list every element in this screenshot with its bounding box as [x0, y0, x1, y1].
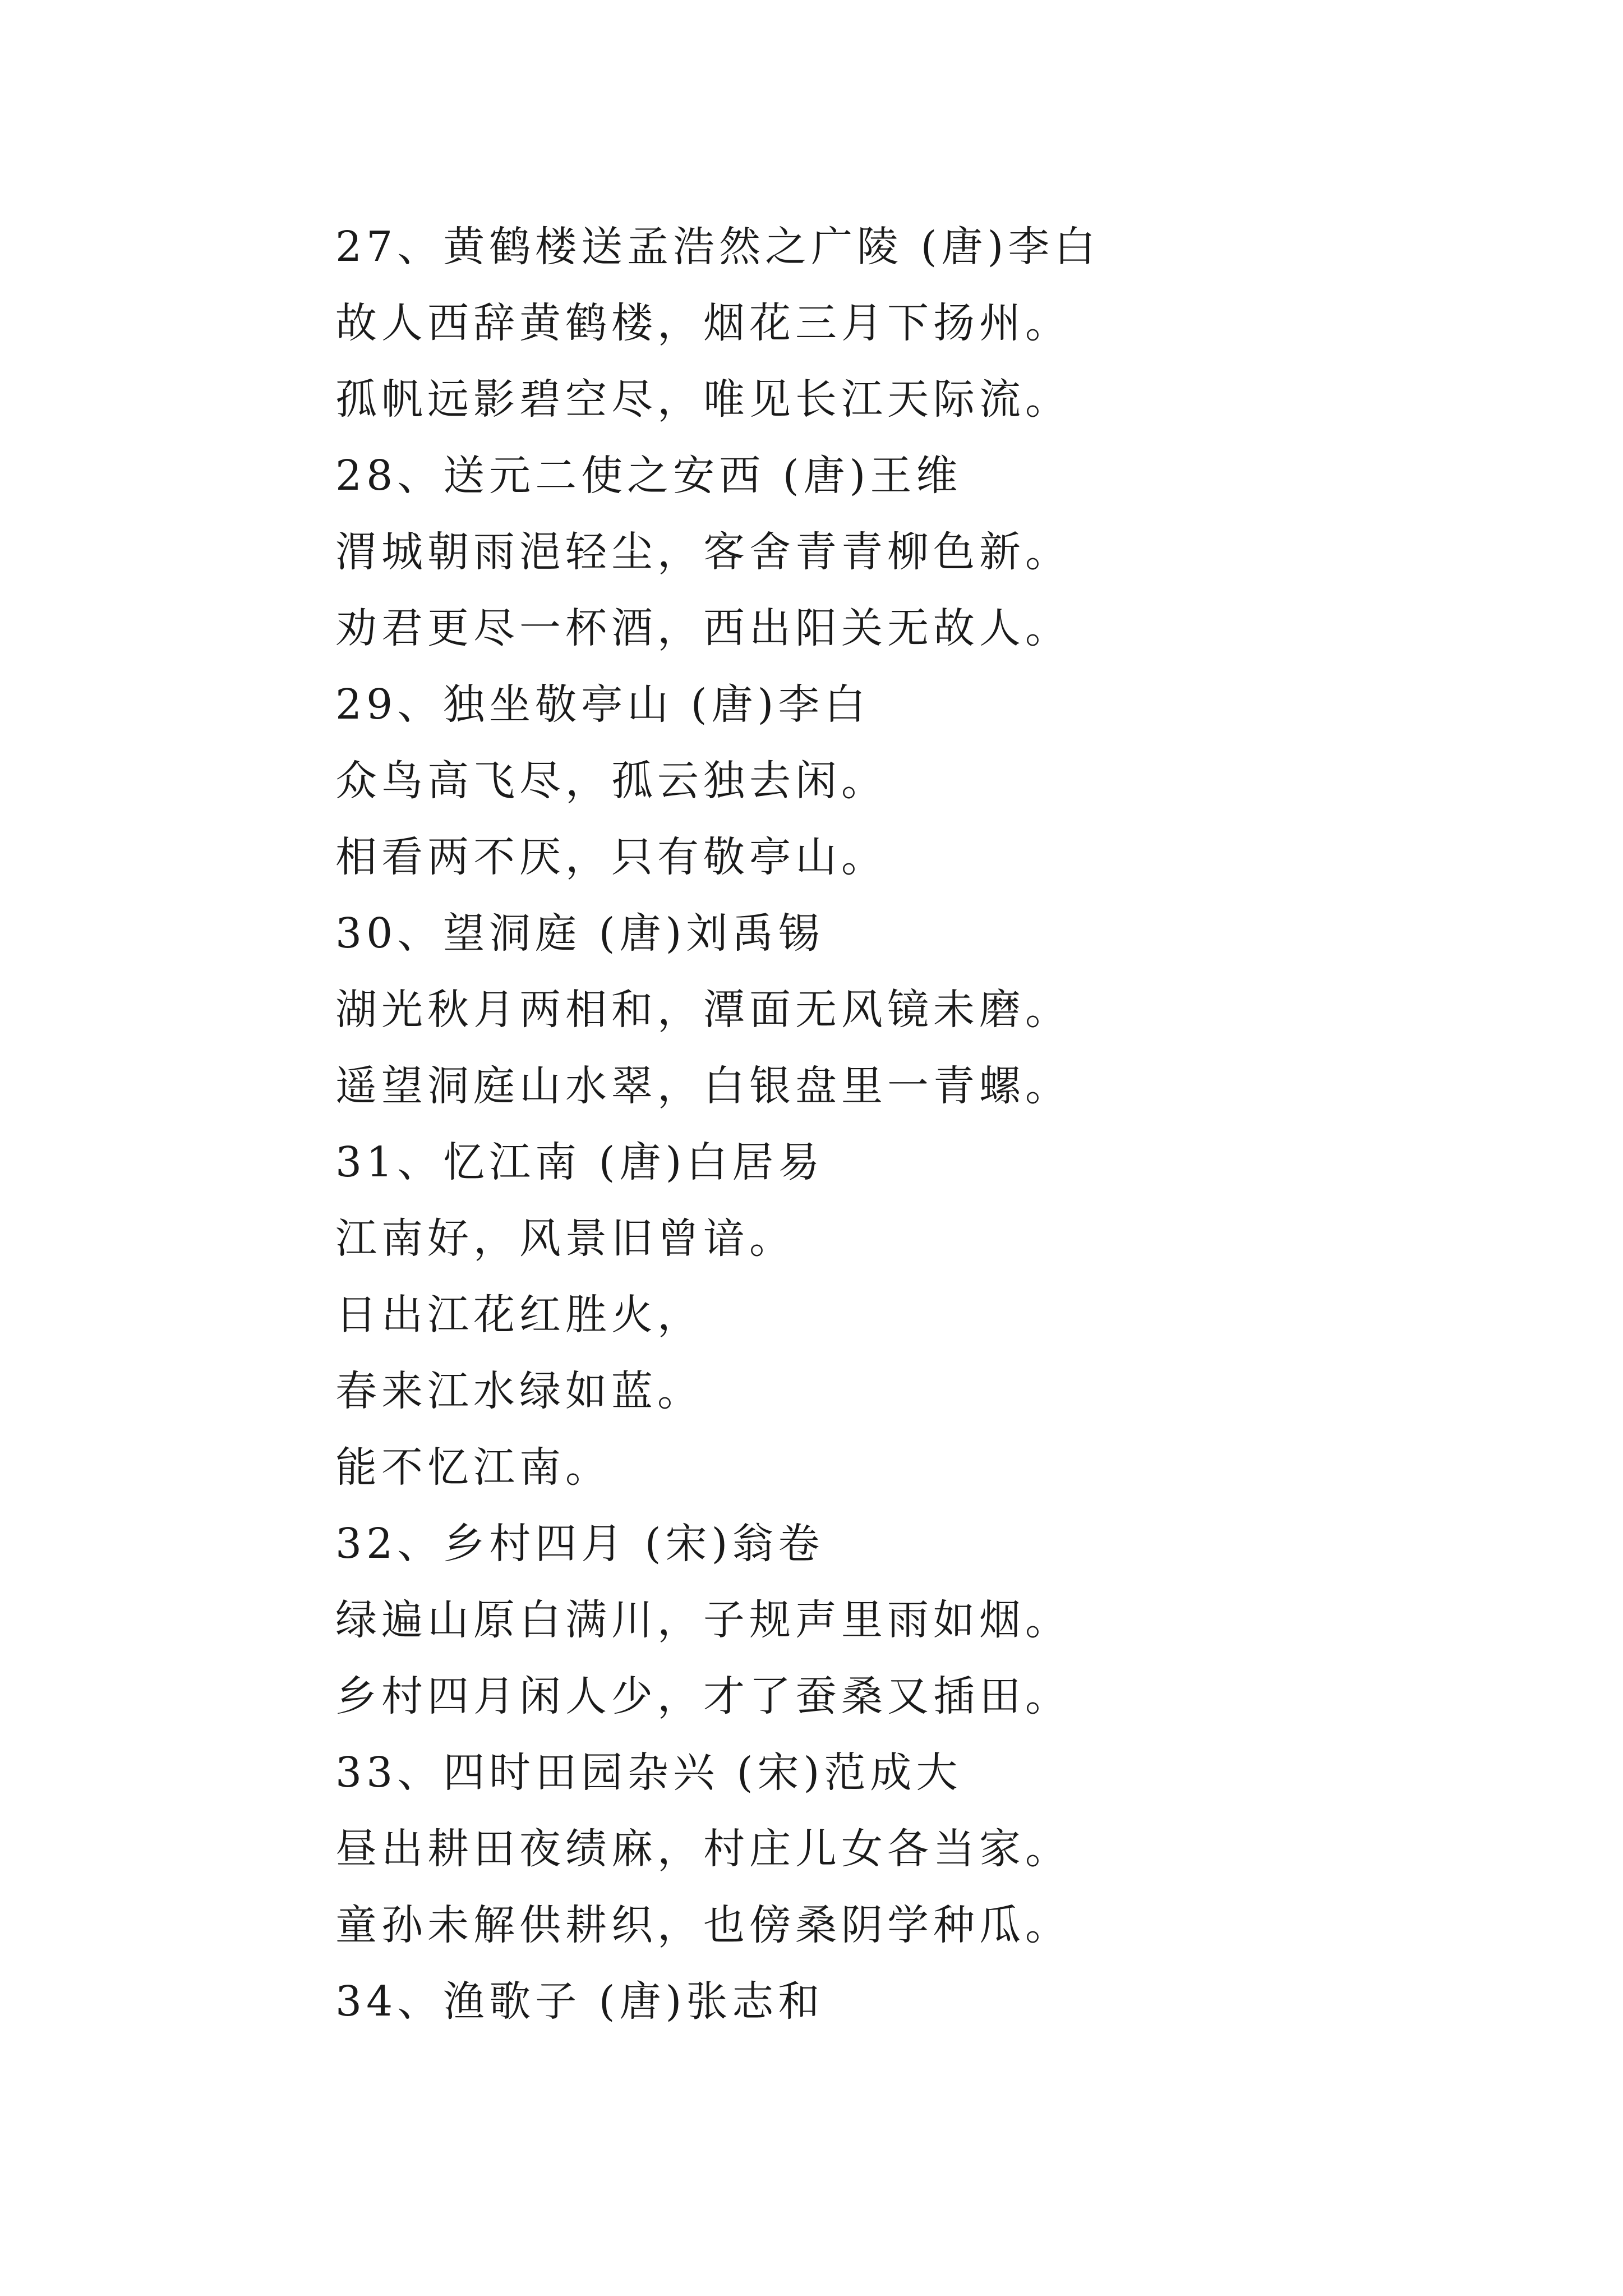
poem-verse-line: 童孙未解供耕织，也傍桑阴学种瓜。: [335, 1901, 1071, 1949]
poem-verse-line: 劝君更尽一杯酒，西出阳关无故人。: [335, 604, 1071, 652]
poem-verse-line: 遥望洞庭山水翠，白银盘里一青螺。: [335, 1062, 1071, 1110]
poem-verse-line: 孤帆远影碧空尽，唯见长江天际流。: [335, 375, 1071, 424]
poem-title-33: 33、四时田园杂兴 (宋)范成大: [335, 1749, 962, 1797]
poem-title-34: 34、渔歌子 (唐)张志和: [335, 1977, 824, 2026]
poem-list: [335, 209, 1569, 2040]
poem-verse-line: 相看两不厌，只有敬亭山。: [335, 833, 887, 881]
poem-verse-line: 众鸟高飞尽，孤云独去闲。: [335, 757, 887, 805]
poem-verse-line: 昼出耕田夜绩麻，村庄儿女各当家。: [335, 1825, 1071, 1873]
poem-verse-line: 湖光秋月两相和，潭面无风镜未磨。: [335, 986, 1071, 1034]
poem-verse-line: 故人西辞黄鹤楼，烟花三月下扬州。: [335, 299, 1071, 347]
poem-title-29: 29、独坐敬亭山 (唐)李白: [335, 680, 870, 729]
poem-title-31: 31、忆江南 (唐)白居易: [335, 1138, 824, 1186]
poem-verse-line: 绿遍山原白满川，子规声里雨如烟。: [335, 1596, 1071, 1644]
poem-title-32: 32、乡村四月 (宋)翁卷: [335, 1520, 824, 1568]
poem-title-28: 28、送元二使之安西 (唐)王维: [335, 452, 962, 500]
poem-title-27: 27、黄鹤楼送孟浩然之广陵 (唐)李白: [335, 223, 1100, 271]
poem-verse-line: 春来江水绿如蓝。: [335, 1367, 703, 1415]
poem-verse-line: 日出江花红胜火，: [335, 1291, 703, 1339]
poem-verse-line: 江南好，风景旧曾谙。: [335, 1214, 795, 1263]
poem-verse-line: 乡村四月闲人少，才了蚕桑又插田。: [335, 1672, 1071, 1720]
poem-title-30: 30、望洞庭 (唐)刘禹锡: [335, 909, 824, 958]
poem-verse-line: 能不忆江南。: [335, 1443, 611, 1492]
poem-verse-line: 渭城朝雨浥轻尘，客舍青青柳色新。: [335, 528, 1071, 576]
